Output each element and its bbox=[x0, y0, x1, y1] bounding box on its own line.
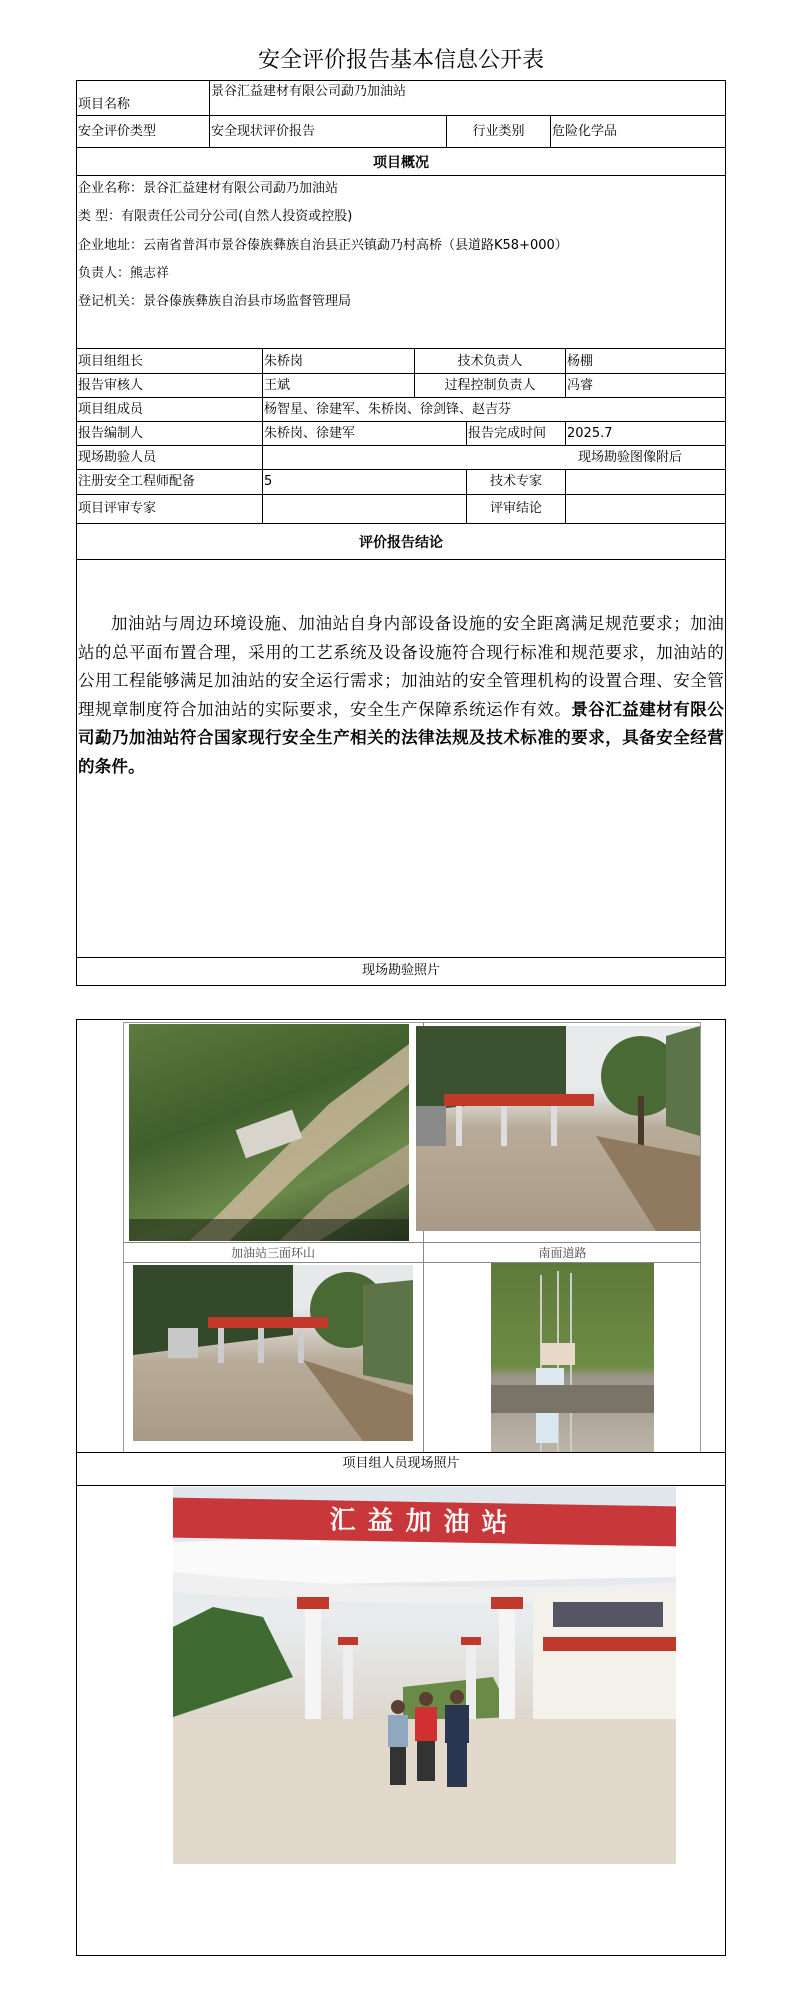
divider bbox=[262, 348, 263, 523]
divider bbox=[123, 1242, 701, 1243]
divider bbox=[76, 1452, 726, 1453]
author-value: 朱桥岗、徐建军 bbox=[264, 426, 356, 441]
tech-lead-value: 杨棚 bbox=[567, 354, 594, 369]
review-expert-label: 项目评审专家 bbox=[78, 501, 157, 516]
divider bbox=[76, 559, 726, 560]
author-label: 报告编制人 bbox=[78, 426, 144, 441]
aerial-mountain-photo bbox=[129, 1024, 409, 1241]
process-lead-value: 冯睿 bbox=[567, 378, 594, 393]
finish-value: 2025.7 bbox=[567, 426, 613, 441]
divider bbox=[76, 397, 726, 398]
engineers-label: 注册安全工程师配备 bbox=[78, 474, 196, 489]
project-name-value: 景谷汇益建材有限公司勐乃加油站 bbox=[211, 84, 407, 99]
reviewer-label: 报告审核人 bbox=[78, 378, 144, 393]
company-principal: 负责人：熊志祥 bbox=[78, 266, 170, 281]
photo-caption-south-road: 南面道路 bbox=[538, 1246, 587, 1260]
divider bbox=[76, 421, 726, 422]
review-conclusion-label: 评审结论 bbox=[489, 501, 542, 516]
conclusion-text bbox=[78, 610, 724, 781]
company-type: 类 型：有限责任公司分公司(自然人投资或控股) bbox=[78, 209, 353, 224]
divider bbox=[76, 523, 726, 524]
station-sign-text: 汇益加油站 bbox=[329, 1505, 520, 1539]
engineers-value: 5 bbox=[264, 474, 273, 489]
conclusion-heading: 评价报告结论 bbox=[359, 535, 443, 551]
registration-authority: 登记机关：景谷傣族彝族自治县市场监督管理局 bbox=[78, 294, 352, 309]
overview-heading: 项目概况 bbox=[373, 155, 429, 171]
divider bbox=[76, 494, 726, 495]
divider bbox=[565, 348, 566, 397]
survey-label: 现场勘验人员 bbox=[78, 450, 157, 465]
divider bbox=[76, 348, 726, 349]
team-site-photo bbox=[173, 1487, 676, 1864]
company-name: 企业名称：景谷汇益建材有限公司勐乃加油站 bbox=[78, 181, 339, 196]
divider bbox=[76, 957, 726, 958]
project-name-label: 项目名称 bbox=[78, 97, 131, 112]
company-address: 企业地址：云南省普洱市景谷傣族彝族自治县正兴镇勐乃村高桥（县道路K58+000） bbox=[78, 238, 568, 253]
page-title: 安全评价报告基本信息公开表 bbox=[257, 48, 544, 73]
divider bbox=[565, 469, 566, 523]
process-lead-label: 过程控制负责人 bbox=[444, 378, 536, 393]
eval-type-value: 安全现状评价报告 bbox=[211, 124, 316, 139]
leader-label: 项目组组长 bbox=[78, 354, 144, 369]
divider bbox=[550, 115, 551, 147]
industry-label: 行业类别 bbox=[472, 124, 525, 139]
lightning-rod-photo bbox=[491, 1263, 654, 1452]
station-front-photo bbox=[133, 1265, 413, 1441]
photo-caption-mountains: 加油站三面环山 bbox=[230, 1246, 315, 1260]
divider bbox=[76, 175, 726, 176]
conclusion-normal: 加油站与周边环境设施、加油站自身内部设备设施的安全距离满足规范要求；加油站的总平面布置合理，采用的工艺系统及设备设施符合现行标准和规范要求，加油站的公用工程能够满足加油站的安全运行需求；加油站的安全管理机构的设置合理、安全管理规章制度符合加油站的实际要求，安全生产保障系统运作有效。 bbox=[78, 614, 724, 719]
divider bbox=[76, 373, 726, 374]
team-photo-label: 项目组人员现场照片 bbox=[342, 1456, 460, 1471]
divider bbox=[76, 445, 726, 446]
south-road-photo bbox=[416, 1026, 700, 1231]
eval-type-label: 安全评价类型 bbox=[78, 124, 157, 139]
members-value: 杨智星、徐建军、朱桥岗、徐剑锋、赵吉芬 bbox=[264, 402, 512, 417]
divider bbox=[76, 147, 726, 148]
divider bbox=[76, 115, 726, 116]
divider bbox=[565, 421, 566, 445]
divider bbox=[209, 80, 210, 147]
members-label: 项目组成员 bbox=[78, 402, 144, 417]
leader-value: 朱桥岗 bbox=[264, 354, 304, 369]
survey-note: 现场勘验图像附后 bbox=[578, 450, 683, 465]
divider bbox=[76, 469, 726, 470]
reviewer-value: 王斌 bbox=[264, 378, 291, 393]
industry-value: 危险化学品 bbox=[552, 124, 618, 139]
site-photos-label: 现场勘验照片 bbox=[361, 963, 440, 978]
expert-label: 技术专家 bbox=[489, 474, 542, 489]
tech-lead-label: 技术负责人 bbox=[457, 354, 523, 369]
divider bbox=[466, 421, 467, 445]
conclusion-bold: 景谷汇益建材有限公司勐乃加油站符合国家现行安全生产相关的法律法规及技术标准的要求，具备安全经营的条件。 bbox=[78, 699, 724, 776]
divider bbox=[76, 1485, 726, 1486]
finish-label: 报告完成时间 bbox=[468, 426, 547, 441]
